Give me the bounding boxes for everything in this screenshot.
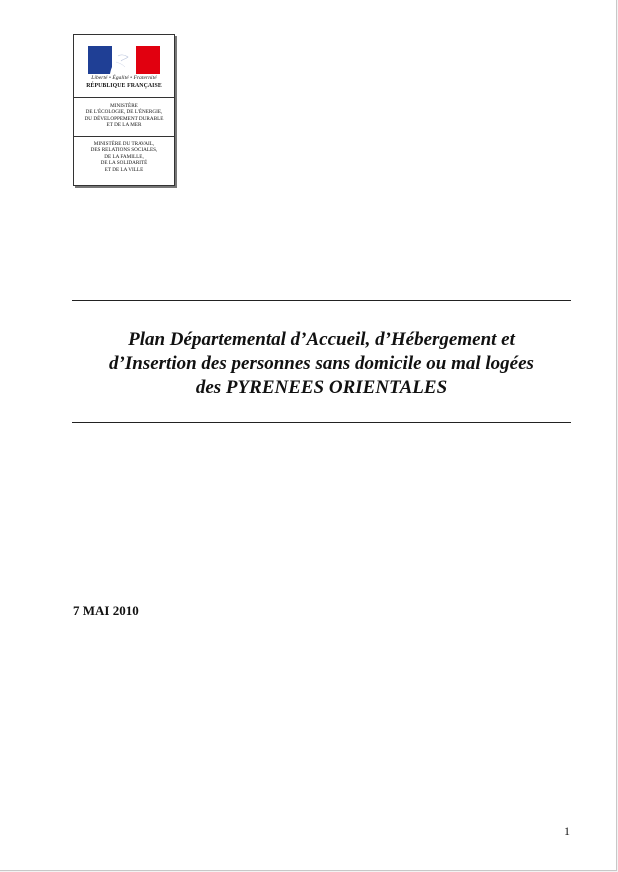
ministry-ecology-line: ET DE LA MER	[106, 122, 142, 129]
ministry-labour	[76, 141, 172, 173]
ministry-labour-line: MINISTÈRE DU TRAVAIL,	[93, 141, 155, 147]
ministry-labour-line: DE LA FAMILLE,	[104, 153, 144, 160]
title-rule-top	[72, 300, 571, 301]
ministry-labour-line: ET DE LA VILLE	[104, 166, 144, 173]
page-number: 1	[564, 824, 570, 838]
title-line: des PYRENEES ORIENTALES	[195, 377, 448, 398]
title-rule-bottom	[72, 422, 571, 423]
title-line: Plan Départemental d’Accueil, d’Hébergement et	[128, 329, 515, 350]
marianne-flag-icon	[88, 46, 160, 74]
ministry-ecology	[76, 103, 172, 129]
ministry-ecology-line: DU DÉVELOPPEMENT DURABLE	[84, 115, 164, 122]
logo-divider	[74, 136, 174, 137]
republic-name: RÉPUBLIQUE FRANÇAISE	[86, 83, 162, 89]
ministry-labour-line: DES RELATIONS SOCIALES,	[90, 147, 158, 154]
document-date: 7 MAI 2010	[73, 603, 139, 618]
title-line: d’Insertion des personnes sans domicile ou mal logées	[109, 353, 534, 374]
logo-divider	[74, 97, 174, 98]
ministry-ecology-line: MINISTÈRE	[110, 103, 138, 109]
document-title	[72, 328, 571, 400]
government-logo	[73, 34, 175, 186]
ministry-ecology-line: DE L'ÉCOLOGIE, DE L'ÉNERGIE,	[85, 109, 163, 116]
republic-motto: Liberté • Égalité • Fraternité	[91, 75, 157, 81]
ministry-labour-line: DE LA SOLIDARITÉ	[100, 160, 148, 167]
